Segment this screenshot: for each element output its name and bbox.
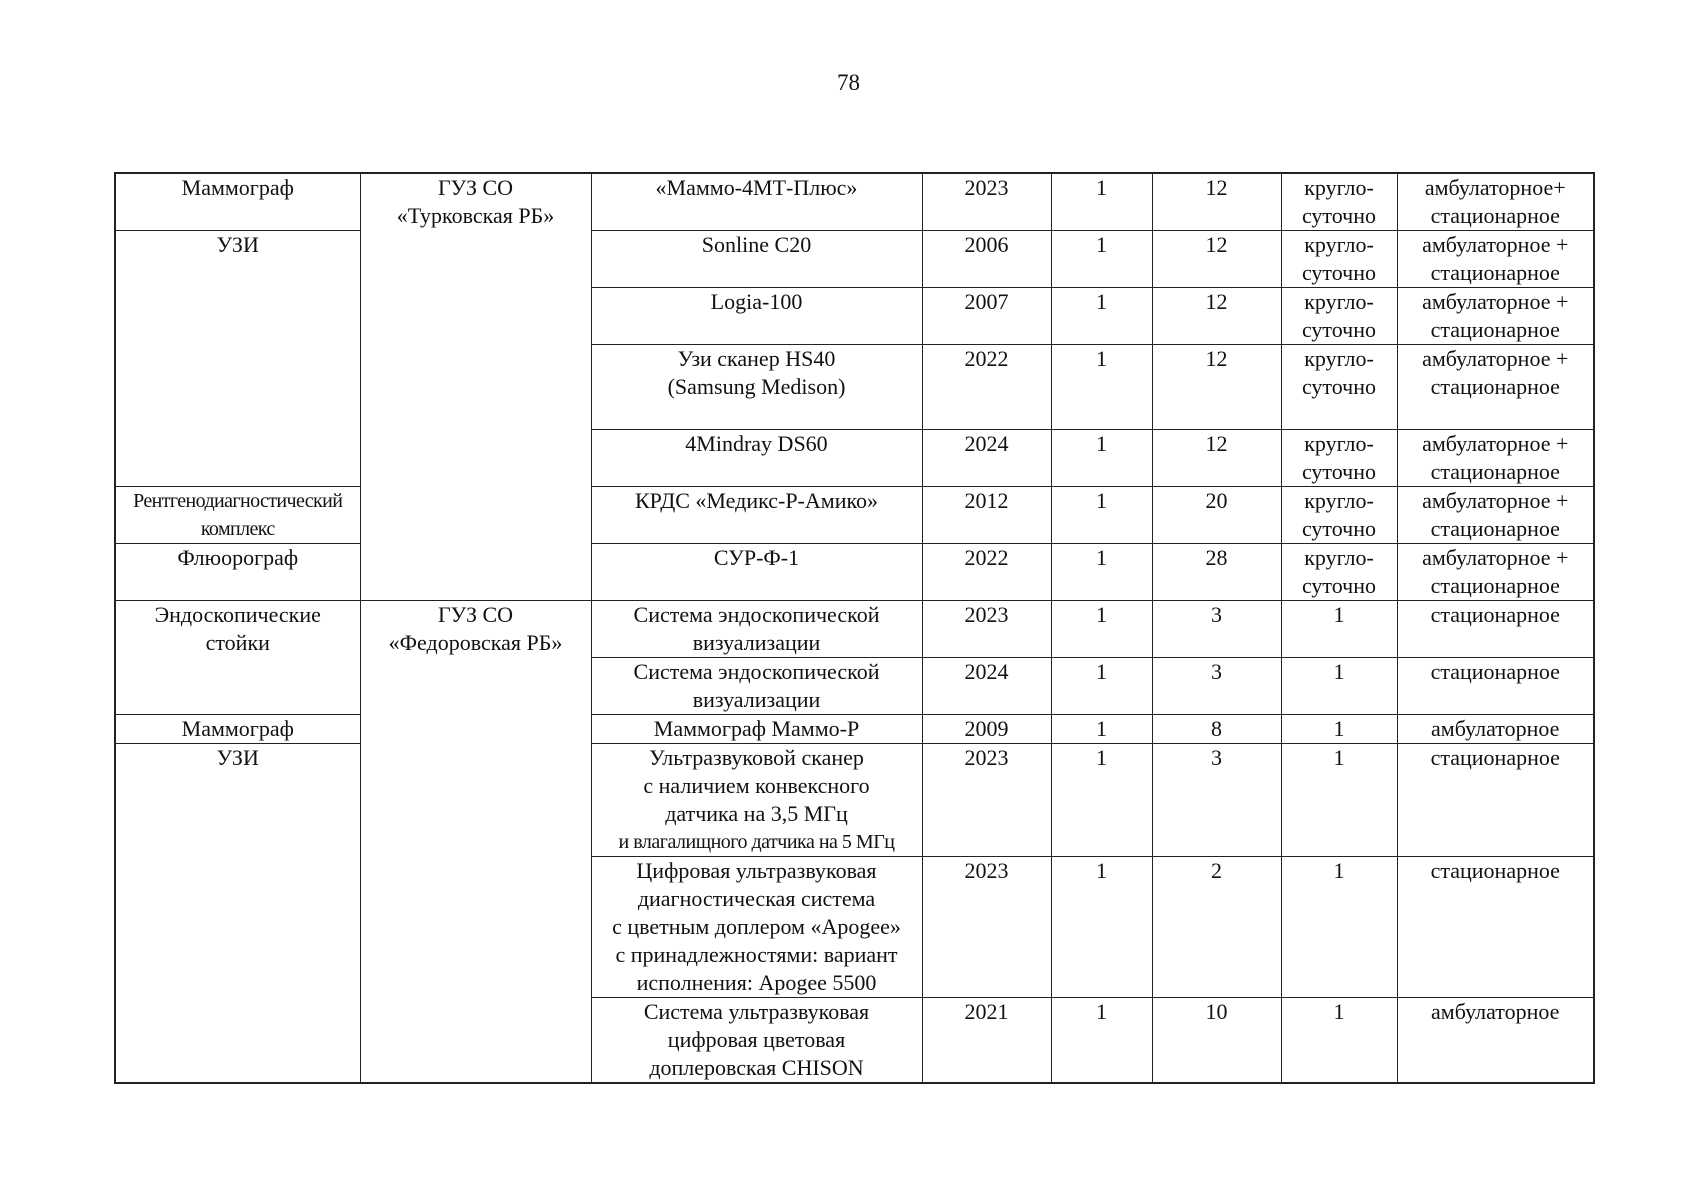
year-cell: 2022 bbox=[922, 544, 1051, 601]
load-cell: 12 bbox=[1152, 288, 1281, 345]
load-cell: 3 bbox=[1152, 658, 1281, 715]
quantity-cell: 1 bbox=[1051, 658, 1152, 715]
page-number: 78 bbox=[837, 70, 860, 95]
model-cell: 4Mindray DS60 bbox=[591, 430, 922, 487]
table-row bbox=[115, 744, 1594, 857]
model-cell: Система эндоскопической визуализации bbox=[591, 601, 922, 658]
care-type-cell: стационарное bbox=[1397, 601, 1594, 658]
work-mode-cell: 1 bbox=[1281, 744, 1397, 857]
equipment-table bbox=[114, 172, 1595, 1084]
table-row bbox=[115, 544, 1594, 601]
model-cell: Система ультразвуковая цифровая цветовая доплеровская CHISON bbox=[591, 998, 922, 1084]
load-cell: 28 bbox=[1152, 544, 1281, 601]
work-mode-cell: 1 bbox=[1281, 998, 1397, 1084]
year-cell: 2024 bbox=[922, 658, 1051, 715]
load-cell: 2 bbox=[1152, 857, 1281, 998]
model-cell: «Маммо-4МТ-Плюс» bbox=[591, 173, 922, 231]
load-cell: 10 bbox=[1152, 998, 1281, 1084]
model-cell: Sonline C20 bbox=[591, 231, 922, 288]
year-cell: 2007 bbox=[922, 288, 1051, 345]
work-mode-cell: кругло- суточно bbox=[1281, 288, 1397, 345]
quantity-cell: 1 bbox=[1051, 544, 1152, 601]
year-cell: 2009 bbox=[922, 715, 1051, 744]
care-type-cell: стационарное bbox=[1397, 658, 1594, 715]
equipment-type-cell: Маммограф bbox=[115, 715, 360, 744]
equipment-type-cell: Рентгенодиагностический комплекс bbox=[115, 487, 360, 544]
model-cell: Система эндоскопической визуализации bbox=[591, 658, 922, 715]
work-mode-cell: кругло- суточно bbox=[1281, 173, 1397, 231]
quantity-cell: 1 bbox=[1051, 487, 1152, 544]
model-text-extra: и влагалищного датчика на 5 МГц bbox=[618, 831, 895, 853]
table-row bbox=[115, 487, 1594, 544]
equipment-type-cell: Эндоскопические стойки bbox=[115, 601, 360, 715]
organization-cell: ГУЗ СО «Турковская РБ» bbox=[360, 173, 591, 601]
year-cell: 2021 bbox=[922, 998, 1051, 1084]
model-cell bbox=[591, 744, 922, 857]
table-row bbox=[115, 173, 1594, 231]
quantity-cell: 1 bbox=[1051, 857, 1152, 998]
care-type-cell: амбулаторное+ стационарное bbox=[1397, 173, 1594, 231]
model-cell: СУР-Ф-1 bbox=[591, 544, 922, 601]
quantity-cell: 1 bbox=[1051, 173, 1152, 231]
model-cell: КРДС «Медикс-Р-Амико» bbox=[591, 487, 922, 544]
organization-cell: ГУЗ СО «Федоровская РБ» bbox=[360, 601, 591, 1084]
quantity-cell: 1 bbox=[1051, 744, 1152, 857]
quantity-cell: 1 bbox=[1051, 430, 1152, 487]
care-type-cell: амбулаторное + стационарное bbox=[1397, 231, 1594, 288]
quantity-cell: 1 bbox=[1051, 601, 1152, 658]
quantity-cell: 1 bbox=[1051, 345, 1152, 430]
load-cell: 12 bbox=[1152, 231, 1281, 288]
work-mode-cell: кругло- суточно bbox=[1281, 487, 1397, 544]
work-mode-cell: кругло- суточно bbox=[1281, 544, 1397, 601]
model-cell: Цифровая ультразвуковая диагностическая система с цветным доплером «Apogee» с принадлежностями: вариант исполнения: Apogee 5500 bbox=[591, 857, 922, 998]
equipment-type-cell: УЗИ bbox=[115, 744, 360, 1084]
care-type-cell: стационарное bbox=[1397, 744, 1594, 857]
load-cell: 20 bbox=[1152, 487, 1281, 544]
table-row bbox=[115, 715, 1594, 744]
care-type-cell: амбулаторное bbox=[1397, 715, 1594, 744]
work-mode-cell: кругло- суточно bbox=[1281, 430, 1397, 487]
work-mode-cell: кругло- суточно bbox=[1281, 345, 1397, 430]
load-cell: 8 bbox=[1152, 715, 1281, 744]
year-cell: 2023 bbox=[922, 601, 1051, 658]
year-cell: 2023 bbox=[922, 857, 1051, 998]
quantity-cell: 1 bbox=[1051, 288, 1152, 345]
care-type-cell: амбулаторное + стационарное bbox=[1397, 288, 1594, 345]
care-type-cell: амбулаторное + стационарное bbox=[1397, 544, 1594, 601]
load-cell: 3 bbox=[1152, 601, 1281, 658]
model-cell: Маммограф Маммо-Р bbox=[591, 715, 922, 744]
load-cell: 12 bbox=[1152, 173, 1281, 231]
equipment-type-cell: Флюорограф bbox=[115, 544, 360, 601]
work-mode-cell: 1 bbox=[1281, 658, 1397, 715]
quantity-cell: 1 bbox=[1051, 998, 1152, 1084]
load-cell: 12 bbox=[1152, 430, 1281, 487]
work-mode-cell: 1 bbox=[1281, 715, 1397, 744]
year-cell: 2022 bbox=[922, 345, 1051, 430]
work-mode-cell: кругло- суточно bbox=[1281, 231, 1397, 288]
care-type-cell: стационарное bbox=[1397, 857, 1594, 998]
load-cell: 12 bbox=[1152, 345, 1281, 430]
equipment-type-cell: Маммограф bbox=[115, 173, 360, 231]
work-mode-cell: 1 bbox=[1281, 857, 1397, 998]
model-text: Ультразвуковой сканер с наличием конвексного датчика на 3,5 МГц bbox=[643, 745, 870, 826]
care-type-cell: амбулаторное + стационарное bbox=[1397, 430, 1594, 487]
load-cell: 3 bbox=[1152, 744, 1281, 857]
year-cell: 2006 bbox=[922, 231, 1051, 288]
year-cell: 2023 bbox=[922, 173, 1051, 231]
table-row bbox=[115, 231, 1594, 288]
equipment-type-cell: УЗИ bbox=[115, 231, 360, 487]
care-type-cell: амбулаторное bbox=[1397, 998, 1594, 1084]
quantity-cell: 1 bbox=[1051, 231, 1152, 288]
model-cell: Узи сканер HS40 (Samsung Medison) bbox=[591, 345, 922, 430]
care-type-cell: амбулаторное + стационарное bbox=[1397, 487, 1594, 544]
care-type-cell: амбулаторное + стационарное bbox=[1397, 345, 1594, 430]
table-row bbox=[115, 601, 1594, 658]
year-cell: 2024 bbox=[922, 430, 1051, 487]
year-cell: 2012 bbox=[922, 487, 1051, 544]
model-cell: Logia-100 bbox=[591, 288, 922, 345]
quantity-cell: 1 bbox=[1051, 715, 1152, 744]
work-mode-cell: 1 bbox=[1281, 601, 1397, 658]
year-cell: 2023 bbox=[922, 744, 1051, 857]
